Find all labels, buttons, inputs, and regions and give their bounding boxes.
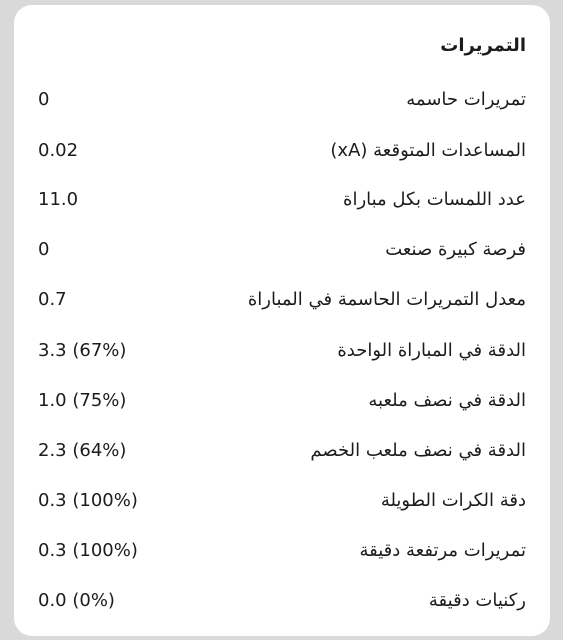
stat-row-accurate-corners (14, 586, 550, 616)
stat-value: 0.02 (38, 140, 79, 161)
stat-label: ركنيات دقيقة (428, 590, 526, 611)
stat-label: الدقة في نصف ملعب الخصم (310, 440, 526, 461)
stat-value: 0.3 (100%) (38, 540, 138, 561)
stat-row-accurate-crosses (14, 536, 550, 566)
stat-label: عدد اللمسات بكل مباراة (343, 189, 526, 210)
stat-value: 2.3 (64%) (38, 440, 127, 461)
card-title: التمريرات (440, 35, 526, 56)
stat-row-long-balls-accuracy (14, 486, 550, 516)
stat-value: 0.7 (38, 289, 67, 310)
stat-label: معدل التمريرات الحاسمة في المباراة (247, 289, 526, 310)
stat-value: 0.3 (100%) (38, 490, 138, 511)
stat-value: 1.0 (75%) (38, 390, 127, 411)
stat-label: فرصة كبيرة صنعت (385, 239, 526, 260)
stat-value: 3.3 (67%) (38, 340, 127, 361)
stat-row-assists (14, 85, 550, 115)
stat-value: 0 (38, 89, 50, 110)
stat-row-accuracy-per-match (14, 336, 550, 366)
stat-label: الدقة في نصف ملعبه (368, 390, 526, 411)
stat-label: تمريرات حاسمه (406, 89, 526, 110)
stat-row-touches-per-match (14, 185, 550, 215)
stat-row-key-passes-per-match (14, 285, 550, 315)
stat-row-expected-assists (14, 136, 550, 166)
stat-row-accuracy-opposition-half (14, 436, 550, 466)
stat-label: المساعدات المتوقعة (xA) (330, 140, 526, 161)
stat-row-big-chances-created (14, 235, 550, 265)
passing-stats-card (14, 5, 550, 636)
stat-label: تمريرات مرتفعة دقيقة (359, 540, 526, 561)
stat-value: 0 (38, 239, 50, 260)
stat-label: الدقة في المباراة الواحدة (337, 340, 526, 361)
stat-value: 0.0 (0%) (38, 590, 115, 611)
stat-value: 11.0 (38, 189, 79, 210)
stat-label: دقة الكرات الطويلة (380, 490, 526, 511)
stat-row-accuracy-own-half (14, 386, 550, 416)
